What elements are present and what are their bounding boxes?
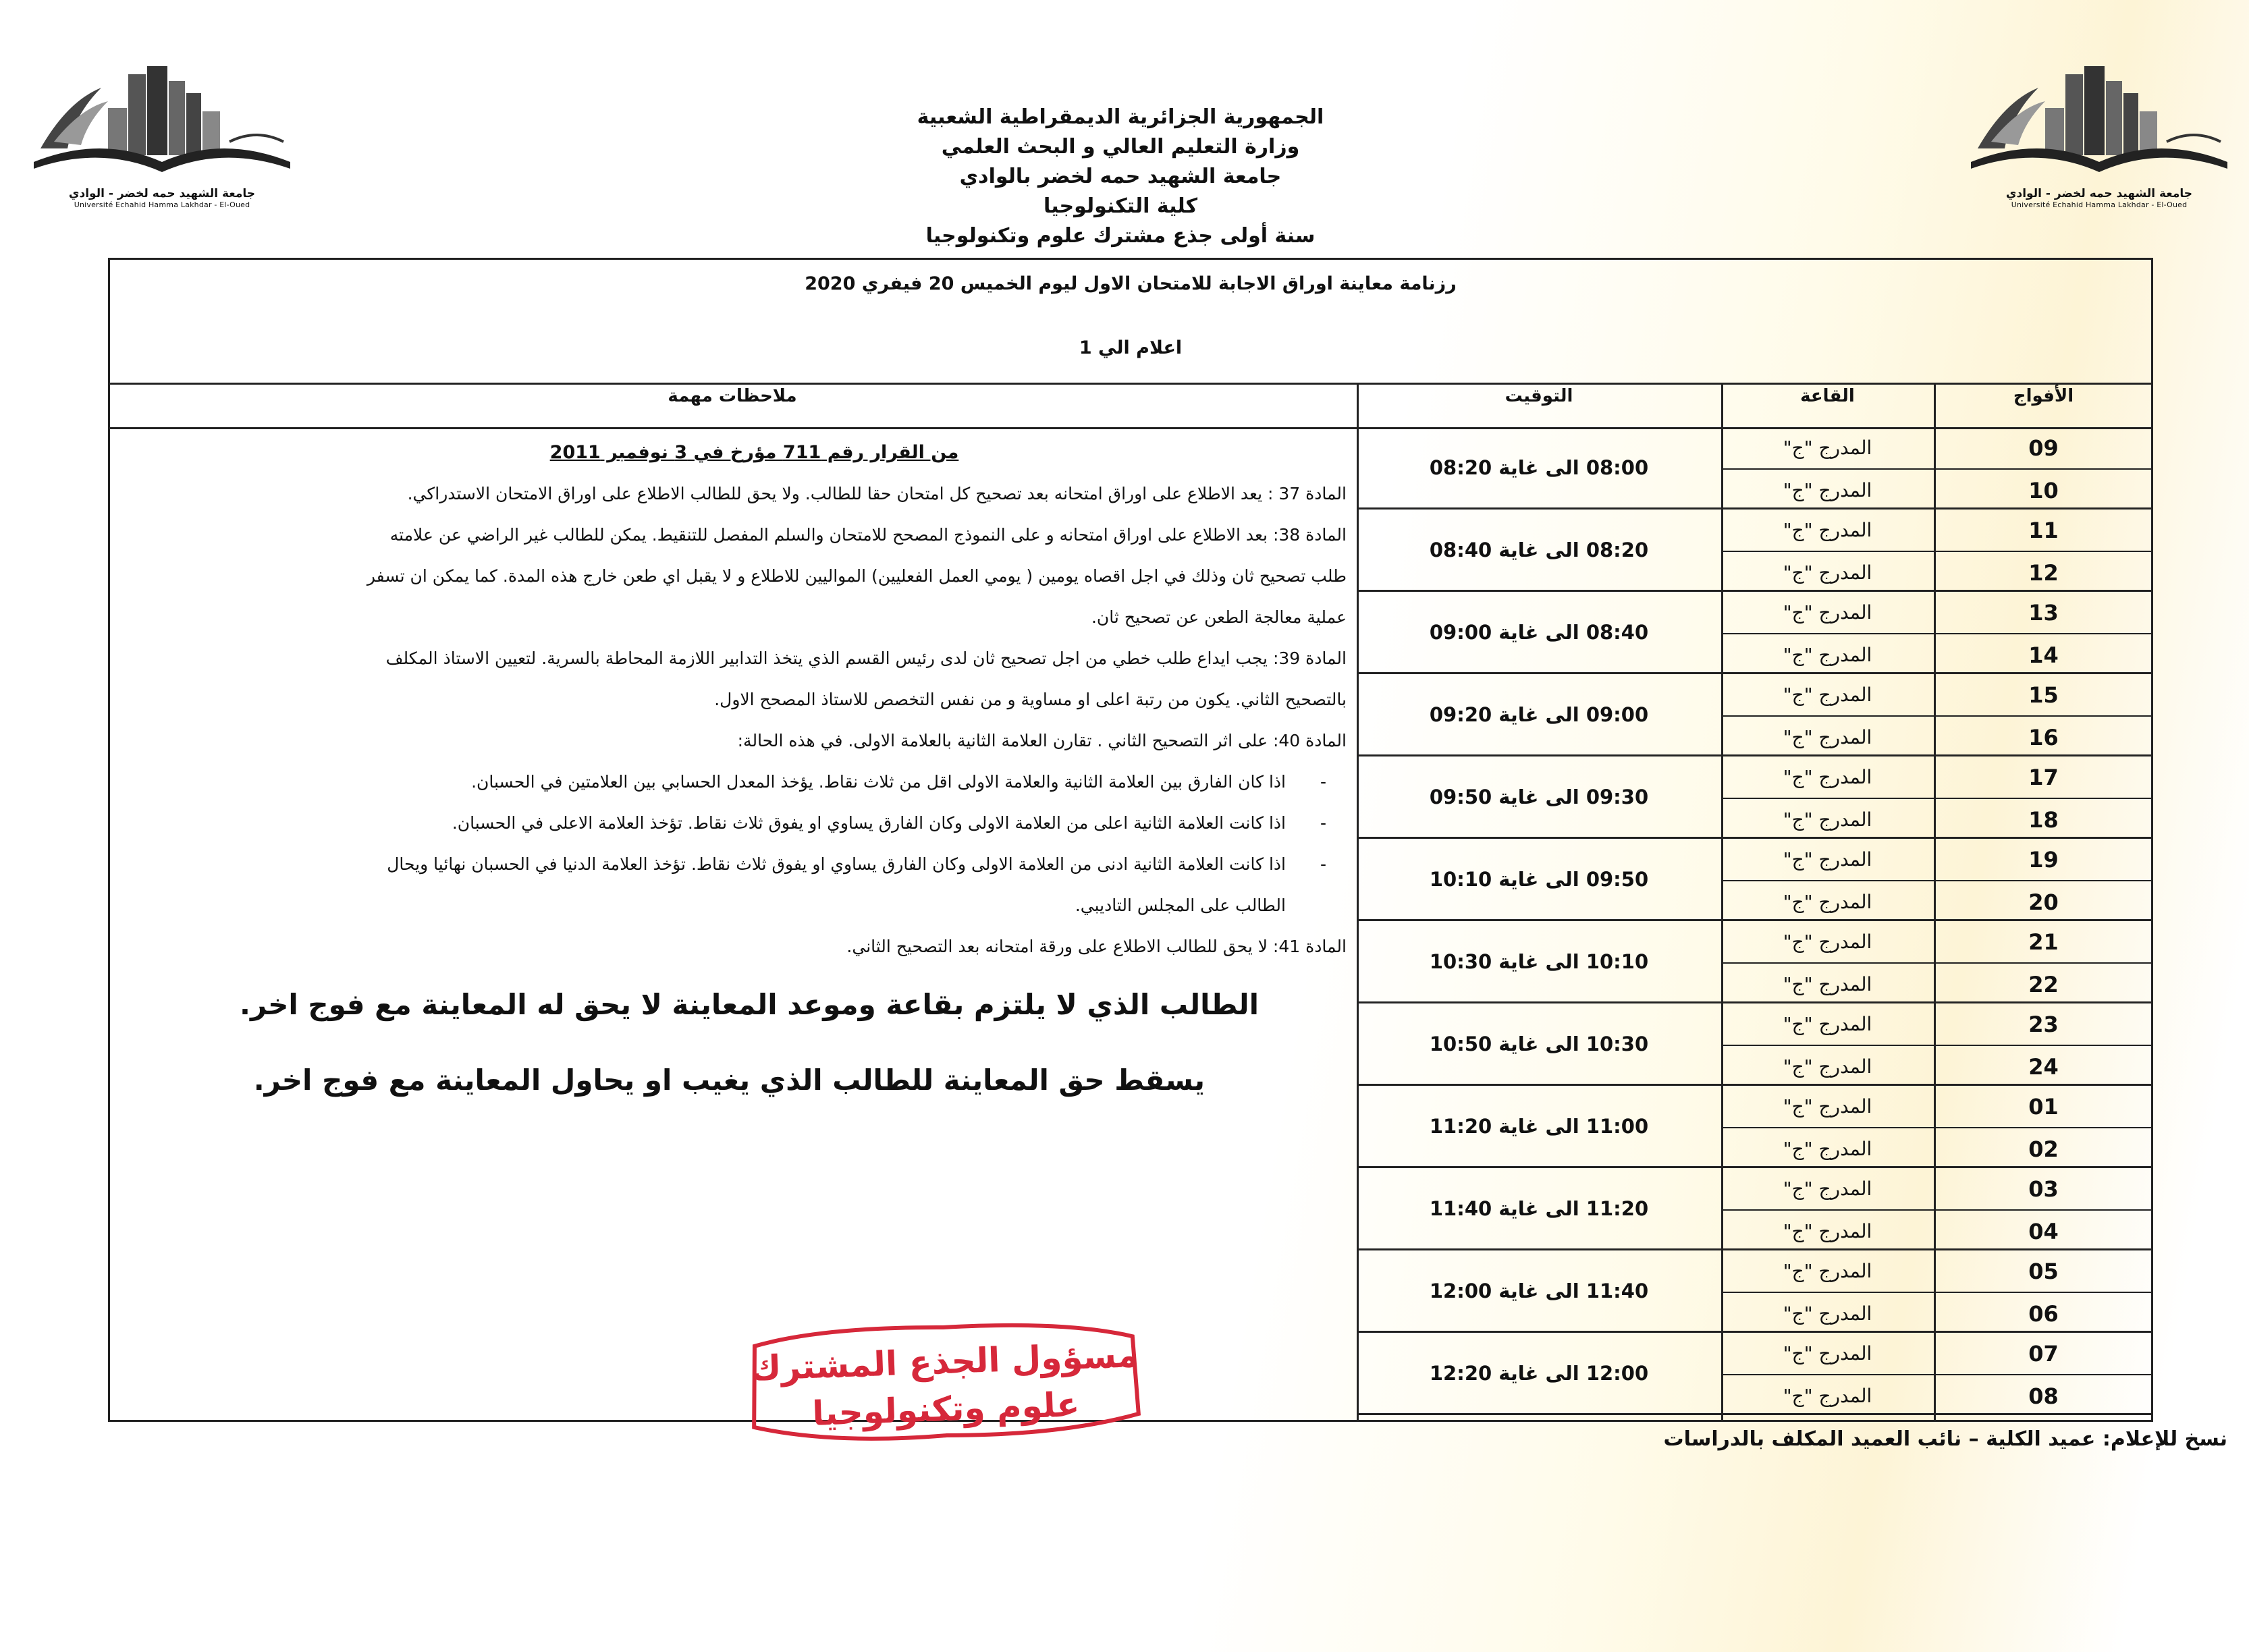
slot-time: 10:10 الى غاية 10:30: [1429, 949, 1649, 973]
room-cell: المدرج "ج": [1783, 1013, 1872, 1035]
group-cell: 10: [2028, 477, 2059, 503]
room-cell: المدرج "ج": [1783, 1342, 1872, 1365]
room-cell: المدرج "ج": [1783, 1055, 1872, 1078]
time-slot-row: [1357, 839, 2153, 921]
group-cell: 05: [2028, 1258, 2059, 1284]
table-top-rule: [108, 383, 2153, 385]
stamp-seal-icon: [740, 1313, 1149, 1452]
room-cell: المدرج "ج": [1783, 766, 1872, 788]
room-cell: المدرج "ج": [1783, 1385, 1872, 1407]
header-notes: ملاحظات مهمة: [668, 386, 797, 406]
group-cell: 16: [2028, 724, 2059, 750]
group-row: [1721, 633, 2153, 676]
university-logo-left: [27, 61, 297, 216]
article-39-cont: بالتصحيح الثاني. يكون من رتبة اعلى او مساوية و من نفس التخصص للاستاذ المصحح الاول.: [714, 690, 1347, 709]
group-cell: 21: [2028, 929, 2059, 955]
group-cell: 12: [2028, 559, 2059, 586]
header-year: سنة أولى جذع مشترك علوم وتكنولوجيا: [925, 224, 1316, 248]
room-cell: المدرج "ج": [1783, 519, 1872, 541]
article-40-item-2: - اذا كانت العلامة الثانية اعلى من العلامة الاولى وكان الفارق يساوي او يفوق ثلاث نقاط. تؤخذ العلامة الاعلى في الحسبان.: [135, 802, 1347, 844]
group-cell: 09: [2028, 435, 2059, 461]
group-cell: 22: [2028, 971, 2059, 997]
group-cell: 02: [2028, 1136, 2059, 1162]
stamp-line-1: مسؤول الجذع المشترك: [749, 1336, 1139, 1389]
group-row: [1721, 1333, 2153, 1374]
time-slot-row: [1357, 1250, 2153, 1333]
group-cell: 03: [2028, 1176, 2059, 1202]
group-cell: 13: [2028, 599, 2059, 626]
room-cell: المدرج "ج": [1783, 601, 1872, 624]
group-row: [1721, 839, 2153, 880]
group-row: [1721, 1374, 2153, 1416]
university-logo-icon: [1964, 61, 2234, 186]
article-41: المادة 41: لا يحق للطالب الاطلاع على ورقة امتحانه بعد التصحيح الثاني.: [846, 937, 1347, 956]
group-cell: 20: [2028, 889, 2059, 915]
room-cell: المدرج "ج": [1783, 561, 1872, 584]
slot-time: 12:00 الى غاية 12:20: [1429, 1361, 1649, 1385]
schedule-subtitle: اعلام الي 1: [1079, 337, 1183, 358]
header-time: التوقيت: [1505, 386, 1573, 406]
slot-time: 11:00 الى غاية 11:20: [1429, 1114, 1649, 1138]
slot-time: 10:30 الى غاية 10:50: [1429, 1032, 1649, 1055]
group-row: [1721, 510, 2153, 551]
room-cell: المدرج "ج": [1783, 1220, 1872, 1242]
slot-time: 09:50 الى غاية 10:10: [1429, 867, 1649, 891]
room-cell: المدرج "ج": [1783, 1138, 1872, 1160]
room-cell: المدرج "ج": [1783, 437, 1872, 459]
group-row: [1721, 1209, 2153, 1252]
group-row: [1721, 921, 2153, 962]
article-40: المادة 40: على اثر التصحيح الثاني . تقارن العلامة الثانية بالعلامة الاولى. في هذه الحالة:: [737, 731, 1347, 750]
time-slot-row: [1357, 510, 2153, 592]
group-cell: 24: [2028, 1053, 2059, 1080]
group-row: [1721, 756, 2153, 798]
group-row: [1721, 1045, 2153, 1087]
group-row: [1721, 798, 2153, 840]
group-row: [1721, 468, 2153, 511]
logo-caption-fr: Université Echahid Hamma Lakhdar - El-Oued: [2011, 200, 2188, 209]
header-republic: الجمهورية الجزائرية الديمقراطية الشعبية: [917, 105, 1324, 129]
group-row: [1721, 551, 2153, 593]
slot-time: 08:40 الى غاية 09:00: [1429, 620, 1649, 644]
room-cell: المدرج "ج": [1783, 891, 1872, 913]
header-groups: الأفواج: [2013, 386, 2074, 406]
time-slot-row: [1357, 1168, 2153, 1250]
notes-section: [135, 432, 1347, 1105]
official-stamp: [740, 1313, 1149, 1452]
room-cell: المدرج "ج": [1783, 1178, 1872, 1200]
group-row: [1721, 427, 2153, 468]
warning-2: يسقط حق المعاينة للطالب الذي يغيب او يحاول المعاينة مع فوج اخر.: [253, 1064, 1205, 1097]
time-slot-row: [1357, 592, 2153, 674]
group-row: [1721, 1086, 2153, 1127]
university-logo-right: [1964, 61, 2234, 216]
room-cell: المدرج "ج": [1783, 644, 1872, 666]
group-row: [1721, 1292, 2153, 1334]
time-slot-row: [1357, 1333, 2153, 1415]
slot-time: 11:20 الى غاية 11:40: [1429, 1196, 1649, 1220]
decree-reference: من القرار رقم 711 مؤرخ في 3 نوفمبر 2011: [549, 442, 959, 463]
schedule-title: رزنامة معاينة اوراق الاجابة للامتحان الاول ليوم الخميس 20 فيفري 2020: [805, 273, 1457, 294]
group-cell: 14: [2028, 642, 2059, 668]
group-row: [1721, 1127, 2153, 1169]
group-cell: 11: [2028, 517, 2059, 543]
room-cell: المدرج "ج": [1783, 931, 1872, 953]
copy-distribution: نسخ للإعلام: عميد الكلية – نائب العميد المكلف بالدراسات: [1663, 1427, 2227, 1451]
article-37: المادة 37 : يعد الاطلاع على اوراق امتحانه بعد تصحيح كل امتحان حقا للطالب. ولا يحق للطالب الاطلاع على اوراق الامتحان الاستدراكي.: [407, 484, 1347, 503]
group-cell: 04: [2028, 1218, 2059, 1244]
stamp-line-2: علوم وتكنولوجيا: [811, 1385, 1081, 1433]
slot-time: 08:00 الى غاية 08:20: [1429, 456, 1649, 479]
room-cell: المدرج "ج": [1783, 479, 1872, 501]
room-cell: المدرج "ج": [1783, 684, 1872, 706]
article-40-item-3: - اذا كانت العلامة الثانية ادنى من العلامة الاولى وكان الفارق يساوي او يفوق ثلاث نقاط. تؤخذ العلامة الدنيا في الحسبان نهائيا ويحال: [135, 844, 1347, 885]
header-university: جامعة الشهيد حمه لخضر بالوادي: [959, 165, 1282, 188]
article-38-cont: طلب تصحيح ثان وذلك في اجل اقصاه يومين ( يومي العمل الفعليين) المواليين للاطلاع و لا يقبل اي طعن خارج هذه المدة. كما يمكن ان تسفر: [367, 566, 1347, 586]
room-cell: المدرج "ج": [1783, 973, 1872, 995]
room-cell: المدرج "ج": [1783, 726, 1872, 748]
group-row: [1721, 962, 2153, 1005]
group-cell: 06: [2028, 1300, 2059, 1327]
slot-time: 09:00 الى غاية 09:20: [1429, 703, 1649, 726]
group-cell: 08: [2028, 1383, 2059, 1409]
university-logo-icon: [27, 61, 297, 186]
header-room: القاعة: [1800, 386, 1855, 406]
group-cell: 17: [2028, 764, 2059, 790]
group-row: [1721, 880, 2153, 923]
group-cell: 15: [2028, 682, 2059, 708]
room-cell: المدرج "ج": [1783, 1260, 1872, 1282]
time-slot-row: [1357, 674, 2153, 756]
slot-time: 08:20 الى غاية 08:40: [1429, 538, 1649, 561]
time-slot-row: [1357, 921, 2153, 1003]
warning-1: الطالب الذي لا يلتزم بقاعة وموعد المعاينة لا يحق له المعاينة مع فوج اخر.: [240, 988, 1259, 1021]
group-row: [1721, 1250, 2153, 1292]
group-cell: 01: [2028, 1093, 2059, 1120]
article-39: المادة 39: يجب ايداع طلب خطي من اجل تصحيح ثان لدى رئيس القسم الذي يتخذ التدابير اللازمة المحاطة بالسرية. لتعيين الاستاذ المكلف: [385, 649, 1347, 668]
time-slot-row: [1357, 427, 2153, 510]
group-cell: 23: [2028, 1011, 2059, 1037]
group-row: [1721, 715, 2153, 758]
article-40-item-3-cont: الطالب على المجلس التاديبي.: [1075, 896, 1286, 915]
logo-caption-fr: Université Echahid Hamma Lakhdar - El-Oued: [74, 200, 250, 209]
group-cell: 18: [2028, 806, 2059, 833]
logo-caption-ar: جامعة الشهيد حمه لخضر - الوادي: [2005, 187, 2193, 200]
time-slot-row: [1357, 1086, 2153, 1168]
time-slot-row: [1357, 756, 2153, 839]
group-row: [1721, 592, 2153, 633]
slot-time: 11:40 الى غاية 12:00: [1429, 1279, 1649, 1302]
room-cell: المدرج "ج": [1783, 1095, 1872, 1118]
time-slot-row: [1357, 1003, 2153, 1086]
document-header: [675, 103, 1566, 251]
group-row: [1721, 1168, 2153, 1209]
article-38: المادة 38: بعد الاطلاع على اوراق امتحانه و على النموذج المصحح للامتحان والسلم المفصل للتنقيط. يمكن للطالب غير الراضي عن علامته: [389, 525, 1347, 545]
group-cell: 07: [2028, 1340, 2059, 1367]
article-40-item-1: - اذا كان الفارق بين العلامة الثانية والعلامة الاولى اقل من ثلاث نقاط. يؤخذ المعدل الحسابي بين العلامتين في الحسبان.: [135, 761, 1347, 802]
group-row: [1721, 674, 2153, 715]
group-row: [1721, 1003, 2153, 1045]
group-cell: 19: [2028, 846, 2059, 873]
header-faculty: كلية التكنولوجيا: [1043, 194, 1198, 218]
header-ministry: وزارة التعليم العالي و البحث العلمي: [941, 135, 1300, 159]
room-cell: المدرج "ج": [1783, 1302, 1872, 1325]
room-cell: المدرج "ج": [1783, 808, 1872, 831]
slot-time: 09:30 الى غاية 09:50: [1429, 785, 1649, 808]
logo-caption-ar: جامعة الشهيد حمه لخضر - الوادي: [68, 187, 256, 200]
room-cell: المدرج "ج": [1783, 848, 1872, 871]
article-38-cont2: عملية معالجة الطعن عن تصحيح ثان.: [1091, 607, 1347, 627]
